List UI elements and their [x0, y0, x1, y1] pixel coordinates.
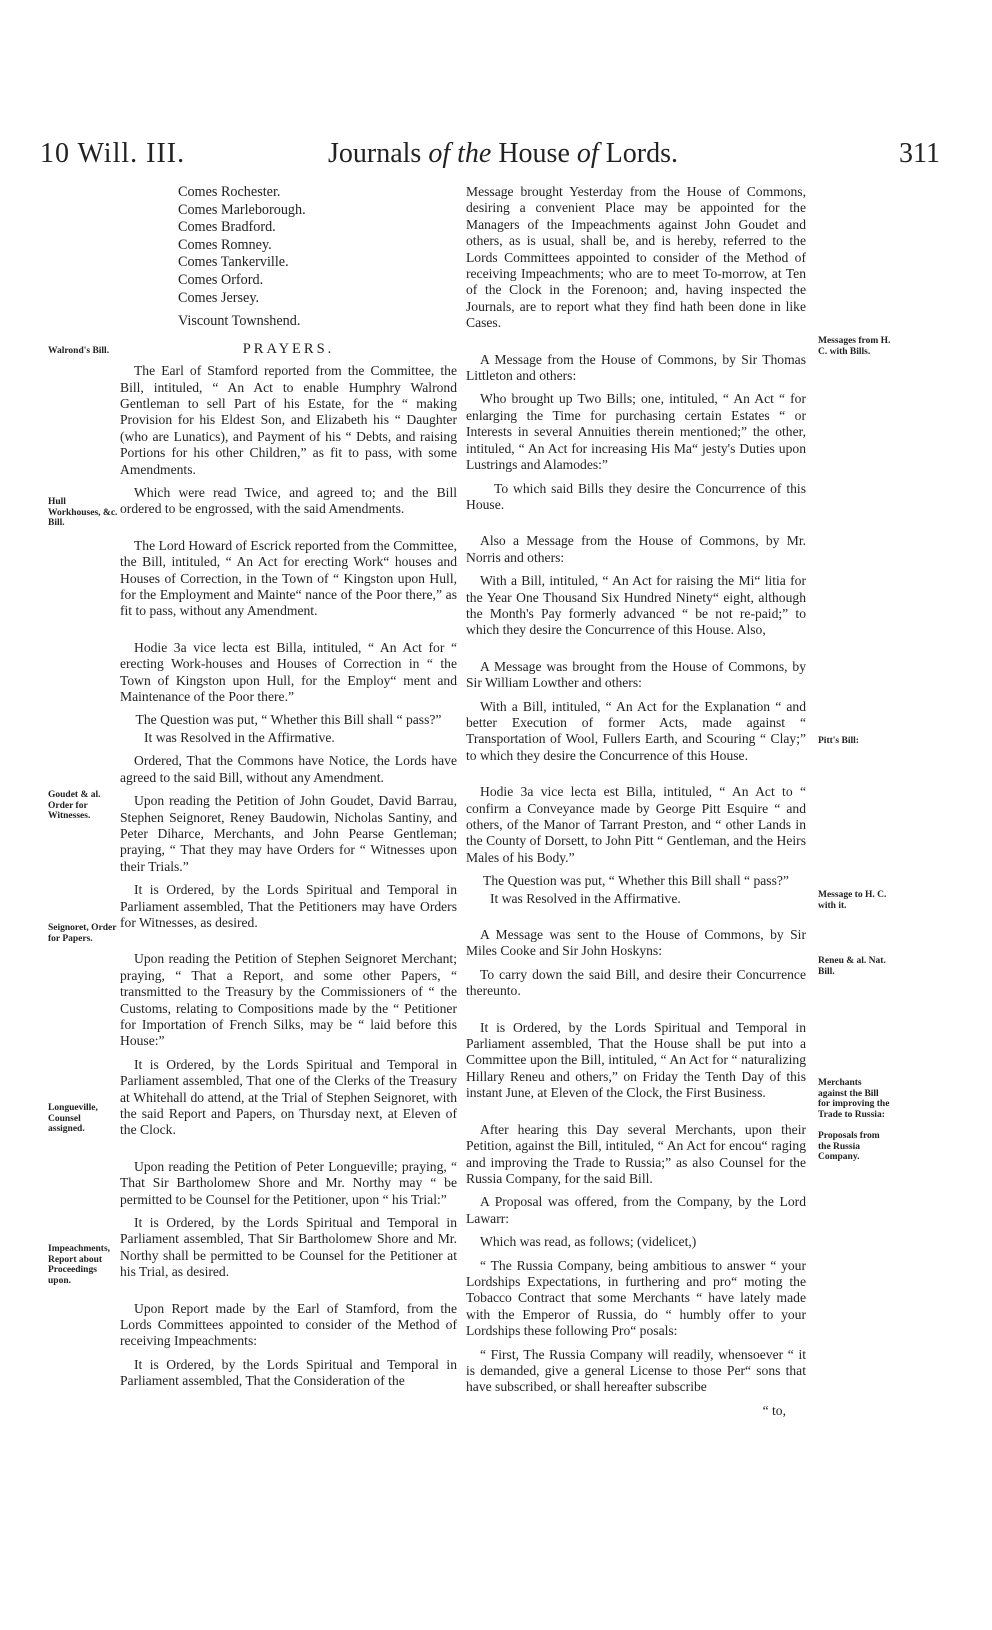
question-put: The Question was put, “ Whether this Bill shall “ pass?” [483, 873, 789, 889]
attendance-item: Comes Jersey. [178, 289, 260, 306]
paragraph: Upon Report made by the Earl of Stamford, from the Lords Committees appointed to consider of the Method of receiving Impeachments: [120, 1300, 457, 1349]
paragraph: Also a Message from the House of Commons, by Mr. Norris and others: [466, 533, 806, 565]
right-column [466, 184, 806, 1426]
paragraph: With a Bill, intituled, “ An Act for the Explanation “ and better Execution of former Acts, made against “ Transportation of Wool, Fullers Earth, and Scouring “ Clay;” to which they desire the Concurrence of this House. [466, 698, 806, 763]
paragraph: A Message was sent to the House of Commons, by Sir Miles Cooke and Sir John Hoskyns: [466, 927, 806, 959]
paragraph: To carry down the said Bill, and desire their Concurrence thereunto. [466, 966, 806, 999]
paragraph: “ The Russia Company, being ambitious to answer “ your Lordships Expectations, in furthering and pro“ moting the Tobacco Contract that some Merchants “ have lately made with the Emperor of Russia, do “ humbly offer to your Lordships these following Pro“ posals: [466, 1257, 806, 1339]
paragraph: Upon reading the Petition of Peter Longueville; praying, “ That Sir Bartholomew Shore and Mr. Northy may “ be permitted to be Counsel for the Petitioner, upon “ his Trial:” [120, 1158, 457, 1207]
paragraph: Upon reading the Petition of John Goudet, David Barrau, Stephen Seignoret, Reney Baudowin, Nicholas Santiny, and Peter Diharce, Merchants, and John Pearse Gentleman; praying, “ That they may have Orders for “ Witnesses upon their Trials.” [120, 793, 457, 874]
margin-note-walrond: Walrond's Bill. [48, 346, 110, 356]
paragraph: A Proposal was offered, from the Company, by the Lord Lawarr: [466, 1194, 806, 1226]
page-number: 311 [899, 138, 940, 169]
paragraph: It is Ordered, by the Lords Spiritual and Temporal in Parliament assembled, That the House shall be put into a Committee upon the Bill, intituled, “ An Act for “ naturalizing Hillary Reneu and others,” on Friday the Tenth Day of this instant June, at Eleven of the Clock, the First Business. [466, 1019, 806, 1101]
paragraph: To which said Bills they desire the Concurrence of this House. [466, 480, 806, 512]
paragraph: It is Ordered, by the Lords Spiritual and Temporal in Parliament assembled, That Sir Bartholomew Shore and Mr. Northy shall be permitted to be Counsel for the Petitioner at his Trial, as desired. [120, 1215, 457, 1280]
prayers-heading: PRAYERS. [242, 340, 335, 357]
attendance-list [178, 184, 457, 331]
margin-note-reneu: Reneu & al. Nat. Bill. [818, 956, 886, 977]
left-column [120, 184, 457, 1397]
attendance-item: Comes Tankerville. [178, 254, 289, 271]
attendance-item: Comes Bradford. [178, 219, 276, 236]
margin-note-merchants: Merchants against the Bill for improving the Trade to Russia: [818, 1078, 890, 1120]
margin-note-impeachments: Impeachments, Report about Proceedings upon. [48, 1244, 111, 1286]
paragraph: “ First, The Russia Company will readily, whensoever “ it is demanded, give a general License to those Per“ sons that have subscribed, or shall hereafter subscribe [466, 1346, 806, 1395]
margin-note-longueville: Longueville, Counsel assigned. [48, 1103, 98, 1134]
attendance-item: Comes Romney. [178, 236, 272, 253]
resolved: It was Resolved in the Affirmative. [490, 890, 681, 906]
paragraph: Hodie 3a vice lecta est Billa, intituled, “ An Act for “ erecting Work-houses and Houses of Correction in “ the Town of Kingston upon Hull, for the Employ“ ment and Maintenance of the Poor there.” [120, 639, 457, 705]
margin-note-seignoret: Seignoret, Order for Papers. [48, 923, 117, 944]
resolved: It was Resolved in the Affirmative. [144, 729, 335, 745]
journal-title: Journals of the House of Lords. [328, 138, 678, 169]
paragraph: Which were read Twice, and agreed to; and the Bill ordered to be engrossed, with the said Amendments. [120, 485, 457, 517]
paragraph: A Message was brought from the House of Commons, by Sir William Lowther and others: [466, 658, 806, 691]
paragraph: Hodie 3a vice lecta est Billa, intituled, “ An Act to “ confirm a Conveyance made by George Pitt Esquire “ and others, of the Manor of Tarrant Preston, and “ other Lands in the County of Dorsett, to John Pitt “ Gentleman, and the Heirs Males of his Body.” [466, 784, 806, 865]
paragraph: The Earl of Stamford reported from the Committee, the Bill, intituled, “ An Act to enable Humphry Walrond Gentleman to sell Part of his Estate, for the “ making Provision for his Eldest Son, and Elizabeth his “ Daughter (who are Lunatics), and Payment of his “ Debts, and raising Portions for his other Children,” as fit to pass, with some Amendments. [120, 363, 457, 477]
paragraph: Who brought up Two Bills; one, intituled, “ An Act “ for enlarging the Time for purchasing certain Estates “ or Interests in several Annuities therein mentioned;” the other, intituled, “ An Act for increasing His Ma“ jesty's Duties upon Lustrings and Alamodes:” [466, 391, 806, 473]
attendance-item: Comes Marleborough. [178, 201, 306, 218]
paragraph: It is Ordered, by the Lords Spiritual and Temporal in Parliament assembled, That the Petitioners may have Orders for Witnesses, as desired. [120, 882, 457, 930]
paragraph: It is Ordered, by the Lords Spiritual and Temporal in Parliament assembled, That one of the Clerks of the Treasury at Whitehall do attend, at the Trial of Stephen Seignoret, with the said Report and Papers, on Thursday next, at Eleven of the Clock. [120, 1056, 457, 1138]
paragraph: It is Ordered, by the Lords Spiritual and Temporal in Parliament assembled, That the Consideration of the [120, 1356, 457, 1389]
margin-note-pitt: Pitt's Bill: [818, 736, 859, 746]
paragraph: Upon reading the Petition of Stephen Seignoret Merchant; praying, “ That a Report, and some other Papers, “ transmitted to the Treasury by the Commissioners of “ the Customs, relating to Compositions made by the “ Petitioner for Importation of French Silks, may be “ laid before this House:” [120, 951, 457, 1049]
margin-note-message-to: Message to H. C. with it. [818, 890, 887, 911]
attendance-item: Viscount Townshend. [178, 313, 301, 330]
paragraph: After hearing this Day several Merchants, upon their Petition, against the Bill, intituled, “ An Act for encou“ raging and improving the Trade to Russia;” as also Counsel for the Russia Company, for the said Bill. [466, 1121, 806, 1186]
margin-note-goudet: Goudet & al. Order for Witnesses. [48, 790, 101, 821]
paragraph: Message brought Yesterday from the House of Commons, desiring a convenient Place may be appointed for the Managers of the Impeachments against John Goudet and others, as is usual, shall be, and is hereby, referred to the Lords Committees appointed to consider of the Method of receiving Impeachments; who are to meet To-morrow, at Ten of the Clock in the Forenoon; and, having inspected the Journals, are to report what they find hath been done in like Cases. [466, 184, 806, 331]
paragraph: Ordered, That the Commons have Notice, the Lords have agreed to the said Bill, without any Amendment. [120, 753, 457, 785]
attendance-item: Comes Orford. [178, 271, 264, 288]
paragraph: A Message from the House of Commons, by Sir Thomas Littleton and others: [466, 351, 806, 384]
margin-note-proposals: Proposals from the Russia Company. [818, 1131, 880, 1162]
margin-note-messages: Messages from H. C. with Bills. [818, 336, 891, 357]
question-put: The Question was put, “ Whether this Bill shall “ pass?” [135, 712, 442, 728]
catchword: “ to, [762, 1402, 786, 1418]
paragraph: With a Bill, intituled, “ An Act for raising the Mi“ litia for the Year One Thousand Six Hundred Ninety“ eight, although the Month's Pay formerly advanced “ be not re-paid;” to which they desire the Concurrence of this House. Also, [466, 573, 806, 638]
paragraph: The Lord Howard of Escrick reported from the Committee, the Bill, intituled, “ An Act for erecting Work“ houses and Houses of Correction, in the Town of “ Kingston upon Hull, for the Employment and Mainte“ nance of the Poor there,” as fit to pass, without any Amendment. [120, 537, 457, 619]
attendance-item: Comes Rochester. [178, 184, 281, 200]
regnal-year: 10 Will. III. [40, 138, 186, 169]
paragraph: Which was read, as follows; (videlicet,) [480, 1234, 697, 1250]
margin-note-hull: Hull Workhouses, &c. Bill. [48, 497, 118, 528]
page-header [40, 138, 940, 178]
